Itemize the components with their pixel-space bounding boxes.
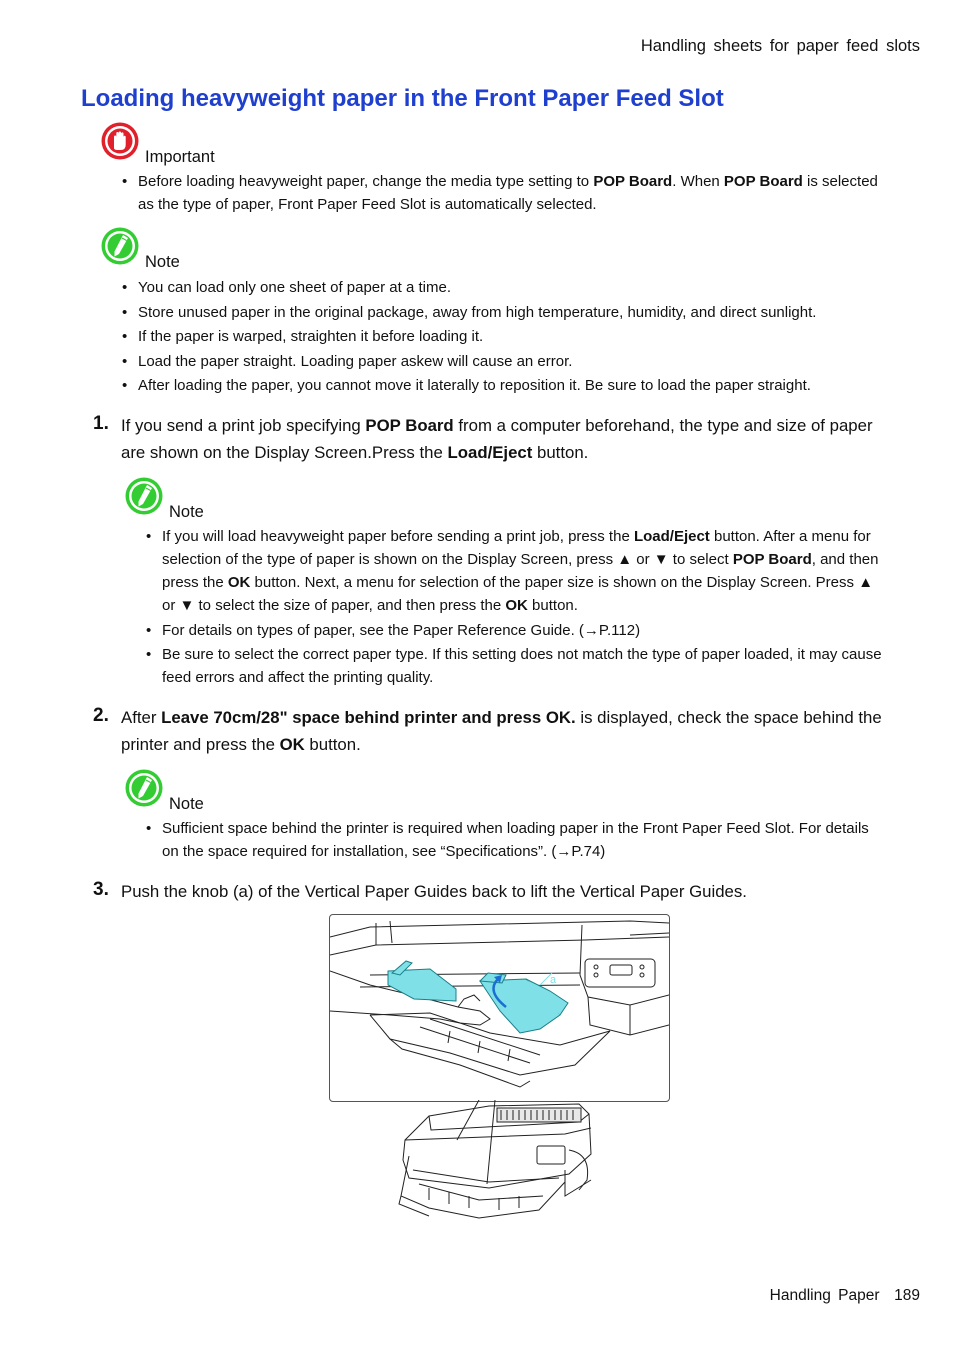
text-run: is selected as the type of paper, Front Paper Feed Slot is automatically selected. [138,173,878,213]
step-number: 1. [93,413,109,434]
important-label: Important [145,148,215,166]
text-run: Sufficient space behind the printer is required when loading paper in the Front Paper Feed Slot. For details on the space required for installation, see “Specifications”. (→P.74) [162,820,869,860]
list-item [122,325,902,348]
text-run: If the paper is warped, straighten it before loading it. [138,328,484,345]
text-run: button. [527,597,578,614]
list-item [146,643,886,689]
page-footer [770,1287,920,1305]
running-header: Handling sheets for paper feed slots [640,37,920,55]
page-number: 189 [894,1287,920,1304]
bold-term: OK [279,735,305,754]
text-run: is displayed, check the space behind the printer and press the [121,708,882,754]
list-item [122,374,902,397]
step-text [121,412,891,466]
page-title: Loading heavyweight paper in the Front Paper Feed Slot [81,85,724,112]
list-item [122,350,902,373]
step-text [121,704,891,758]
text-run: Before loading heavyweight paper, change the media type setting to [138,173,594,190]
important-icon [100,121,142,168]
text-run: You can load only one sheet of paper at a time. [138,279,452,296]
note-list [146,817,886,863]
text-run: After loading the paper, you cannot move it laterally to reposition it. Be sure to load the paper straight. [138,377,811,394]
note-icon [124,768,166,815]
text-run: button. After a menu for selection of the type of paper is shown on the Display Screen, press ▲ or ▼ to select [162,528,871,568]
bold-term: POP Board [723,173,803,190]
text-run: After [121,708,162,727]
printer-overview-illustration [329,1100,668,1220]
note-label: Note [169,795,204,813]
text-run: Load the paper straight. Loading paper askew will cause an error. [138,352,573,370]
bold-term: POP Board [593,173,673,190]
step-number: 3. [93,879,109,900]
bold-term: Leave 70cm/28" space behind printer and press OK. [161,708,576,727]
text-run: Be sure to select the correct paper type. If this setting does not match the type of paper loaded, it may cause feed errors and affect the printing quality. [162,646,882,686]
text-run: button. Next, a menu for selection of the paper size is shown on the Display Screen. Press ▲ or ▼ to select the size of paper, and then press the [162,574,874,614]
list-item [122,170,882,216]
text-run: Push the knob (a) of the Vertical Paper Guides back to lift the Vertical Paper Guides. [121,882,747,901]
note-icon [100,226,142,273]
note-list [122,276,902,397]
text-run: If you send a print job specifying [121,416,366,435]
text-run: Store unused paper in the original package, away from high temperature, humidity, and direct sunlight. [138,303,817,321]
bold-term: Load/Eject [633,528,710,545]
note-label: Note [169,503,204,521]
bold-term: OK [227,574,251,591]
text-run: , and then press the [162,551,879,591]
printer-closeup-illustration [329,914,670,1102]
bold-term: Load/Eject [447,443,533,462]
note-list [146,525,886,689]
step-number: 2. [93,705,109,726]
step-text [121,878,891,905]
note-icon [124,476,166,523]
callout-label-a: a [550,974,557,986]
text-run: For details on types of paper, see the Paper Reference Guide. (→P.112) [162,621,641,639]
list-item [122,276,902,299]
bold-term: POP Board [732,551,812,568]
bold-term: OK [505,597,528,614]
text-run: from a computer beforehand, the type and size of paper are shown on the Display Screen.Press the [121,416,873,462]
list-item [122,301,902,324]
text-run: button. [304,735,361,754]
text-run: button. [532,443,589,462]
footer-section: Handling Paper [769,1287,880,1304]
text-run: . When [672,173,724,190]
text-run: If you will load heavyweight paper before sending a print job, press the [162,528,634,545]
important-list [122,170,882,216]
bold-term: POP Board [365,416,454,435]
note-label: Note [145,253,180,271]
list-item [146,817,886,863]
list-item [146,619,886,642]
list-item [146,525,886,617]
